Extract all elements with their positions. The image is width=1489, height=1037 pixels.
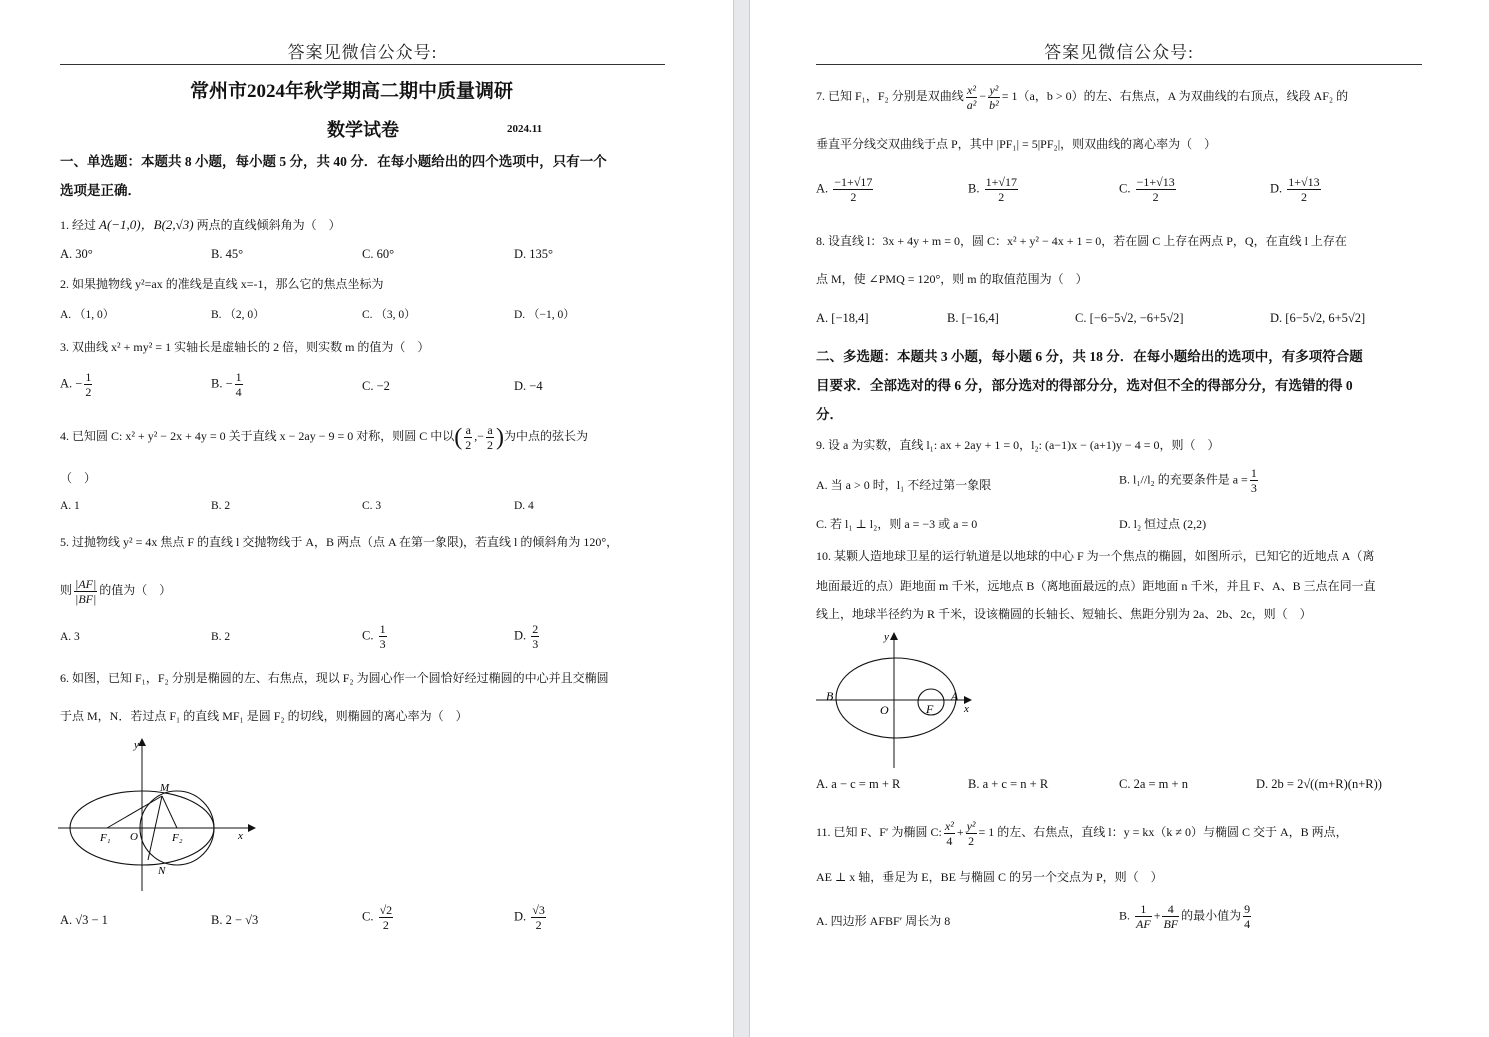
q4-option-a[interactable]: A. 1 [60, 500, 80, 512]
frac-1-4: $\frac{1}{4}$ [235, 370, 242, 399]
question-10: 10. 某颗人造地球卫星的运行轨道是以地球的中心 F 为一个焦点的椭圆，如图所示，已知它的近地点 A（离 [816, 549, 1375, 563]
q7-option-d[interactable]: D. $\frac{1+√13}{2}$ [1270, 175, 1320, 204]
q3-option-d[interactable]: D. −4 [514, 379, 543, 393]
section1-heading: 一、单选题：本题共 8 小题，每小题 5 分，共 40 分．在每小题给出的四个选项中，只有一个 [60, 154, 607, 169]
q1-option-c[interactable]: C. 60° [362, 247, 395, 261]
fig6-label-f1: F₁ [100, 832, 111, 844]
question-6-cont: 于点 M，N．若过点 F₁ 的直线 MF₁ 是圆 F₂ 的切线，则椭圆的离心率为（ ） [60, 709, 468, 723]
section1-heading-cont: 选项是正确． [60, 183, 141, 198]
question-1: 1. 经过 A(−1,0)，B(2,√3) 两点的直线倾斜角为（ ） [60, 217, 341, 232]
q6-option-c[interactable]: C. $\frac{√2}{2}$ [362, 903, 393, 932]
q4-paren: （ ） [60, 471, 97, 485]
question-7-cont: 垂直平分线交双曲线于点 P，其中 |PF₁| = 5|PF₂|，则双曲线的离心率为（ ） [816, 137, 1217, 151]
q1-option-b[interactable]: B. 45° [211, 247, 244, 261]
q6-option-b[interactable]: B. 2 − √3 [211, 913, 259, 927]
q10-option-a[interactable]: A. a − c = m + R [816, 777, 901, 791]
question-4: 4. 已知圆 C: x² + y² − 2x + 4y = 0 关于直线 x − 2ay − 9 = 0 对称，则圆 C 中以( $\frac{a}{2}$ ,− $\frac{a}{2}$ )为中点的弦长为 [60, 422, 589, 452]
fig6-label-m: M [160, 782, 170, 794]
q2-option-d[interactable]: D. （−1, 0） [514, 309, 575, 321]
section2-heading-cont: 目要求．全部选对的得 6 分，部分选对的得部分分，选对但不全的得部分分，有选错的得 0 [816, 378, 1353, 393]
q7-option-b[interactable]: B. $\frac{1+√17}{2}$ [968, 175, 1017, 204]
question-11-cont: AE ⊥ x 轴，垂足为 E，BE 与椭圆 C 的另一个交点为 P，则（ ） [816, 870, 1163, 884]
figure-satellite-orbit [814, 628, 984, 768]
q9-option-b[interactable]: B. l₁//l₂ 的充要条件是 a = $\frac{1}{3}$ [1119, 466, 1257, 495]
q5-option-c[interactable]: C. $\frac{1}{3}$ [362, 622, 386, 651]
fig6-label-o: O [130, 831, 138, 843]
q8-option-a[interactable]: A. [−18,4] [816, 311, 869, 325]
q4-option-b[interactable]: B. 2 [211, 500, 231, 512]
q8-option-b[interactable]: B. [−16,4] [947, 311, 999, 325]
page-left [0, 0, 733, 1037]
q6-option-a[interactable]: A. √3 − 1 [60, 913, 108, 927]
fig6-label-x: x [238, 830, 243, 842]
q3-option-b[interactable]: B. − $\frac{1}{4}$ [211, 370, 242, 399]
q10-option-c[interactable]: C. 2a = m + n [1119, 777, 1188, 791]
q2-option-b[interactable]: B. （2, 0） [211, 309, 265, 321]
q10-option-d[interactable]: D. 2b = 2√((m+R)(n+R)) [1256, 777, 1382, 791]
fig10-label-f: F [926, 702, 934, 716]
page-right [750, 0, 1489, 1037]
exam-subject: 数学试卷 [327, 120, 399, 140]
q7-option-a[interactable]: A. $\frac{-1+√17}{2}$ [816, 175, 873, 204]
page-gutter [733, 0, 750, 1037]
q11-option-b[interactable]: B. $\frac{1}{AF}$ + $\frac{4}{BF}$ 的最小值为 $\frac{9}{4}$ [1119, 902, 1251, 931]
header-rule [60, 64, 665, 65]
fig10-label-a: A [951, 689, 959, 703]
page-header-right: 答案见微信公众号: [1044, 43, 1194, 62]
q9-option-a[interactable]: A. 当 a > 0 时，l₁ 不经过第一象限 [816, 478, 992, 492]
fig10-label-b: B [826, 689, 834, 703]
question-5-cont: 则 $\frac{|AF|}{|BF|}$ 的值为（ ） [60, 576, 172, 606]
q9-option-d[interactable]: D. l₂ 恒过点 (2,2) [1119, 517, 1207, 531]
section2-heading-end: 分． [816, 407, 843, 422]
q9-option-c[interactable]: C. 若 l₁ ⊥ l₂，则 a = −3 或 a = 0 [816, 517, 978, 531]
fig10-label-o: O [880, 703, 889, 717]
q8-option-d[interactable]: D. [6−5√2, 6+5√2] [1270, 311, 1366, 325]
fig10-label-y: y [884, 631, 889, 643]
header-rule-right [816, 64, 1422, 65]
question-9: 9. 设 a 为实数，直线 l₁: ax + 2ay + 1 = 0，l₂: (a−1)x − (a+1)y − 4 = 0，则（ ） [816, 438, 1220, 452]
question-2: 2. 如果抛物线 y²=ax 的准线是直线 x=-1，那么它的焦点坐标为 [60, 277, 384, 291]
question-10-cont: 地面最近的点）距地面 m 千米，远地点 B（离地面最远的点）距地面 n 千米，并且 F、A、B 三点在同一直 [816, 579, 1376, 593]
q1-option-d[interactable]: D. 135° [514, 247, 554, 261]
figure-ellipse-circle [58, 736, 258, 892]
q1-option-a[interactable]: A. 30° [60, 247, 93, 261]
q8-option-c[interactable]: C. [−6−5√2, −6+5√2] [1075, 311, 1184, 325]
question-6: 6. 如图，已知 F₁，F₂ 分别是椭圆的左、右焦点，现以 F₂ 为圆心作一个圆恰好经过椭圆的中心并且交椭圆 [60, 671, 609, 685]
fig10-label-x: x [964, 703, 969, 715]
q2-option-a[interactable]: A. （1, 0） [60, 309, 115, 321]
question-7: 7. 已知 F₁，F₂ 分别是双曲线 $\frac{\text{x²}}{\text{a²}}$ − $\frac{\text{y²}}{\text{b²}}$ = 1（a，b > 0）的左、右焦点，A 为双曲线的右顶点，线段 AF₂ 的 [816, 82, 1349, 112]
section2-heading: 二、多选题：本题共 3 小题，每小题 6 分，共 18 分．在每小题给出的选项中，有多项符合题 [816, 349, 1363, 364]
question-8-cont: 点 M，使 ∠PMQ = 120°，则 m 的取值范围为（ ） [816, 272, 1088, 286]
exam-date: 2024.11 [507, 123, 543, 135]
q4-option-c[interactable]: C. 3 [362, 500, 382, 512]
q4-option-d[interactable]: D. 4 [514, 500, 534, 512]
exam-title: 常州市2024年秋学期高二期中质量调研 [190, 81, 514, 102]
fig6-label-n: N [158, 865, 166, 877]
q3-option-a[interactable]: A. − $\frac{1}{2}$ [60, 370, 92, 399]
q7-option-c[interactable]: C. $\frac{-1+√13}{2}$ [1119, 175, 1175, 204]
frac-1-2: $\frac{1}{2}$ [85, 370, 92, 399]
q5-option-b[interactable]: B. 2 [211, 631, 231, 643]
q10-option-b[interactable]: B. a + c = n + R [968, 777, 1049, 791]
q2-option-c[interactable]: C. （3, 0） [362, 309, 416, 321]
question-5: 5. 过抛物线 y² = 4x 焦点 F 的直线 l 交抛物线于 A，B 两点（点 A 在第一象限)，若直线 l 的倾斜角为 120°， [60, 535, 619, 549]
page-header: 答案见微信公众号: [287, 43, 438, 62]
q11-option-a[interactable]: A. 四边形 AFBF′ 周长为 8 [816, 914, 951, 928]
question-3: 3. 双曲线 x² + my² = 1 实轴长是虚轴长的 2 倍，则实数 m 的值为（ ） [60, 340, 430, 354]
q3-option-c[interactable]: C. −2 [362, 379, 390, 393]
q5-option-d[interactable]: D. $\frac{2}{3}$ [514, 622, 539, 651]
q6-option-d[interactable]: D. $\frac{√3}{2}$ [514, 903, 545, 932]
question-10-cont2: 线上，地球半径约为 R 千米，设该椭圆的长轴长、短轴长、焦距分别为 2a、2b、2c，则（ ） [816, 607, 1312, 621]
question-8: 8. 设直线 l：3x + 4y + m = 0，圆 C：x² + y² − 4x + 1 = 0，若在圆 C 上存在两点 P，Q，在直线 l 上存在 [816, 234, 1347, 248]
fig6-label-f2: F₂ [172, 832, 183, 844]
fig6-label-y: y [134, 739, 139, 751]
q5-option-a[interactable]: A. 3 [60, 631, 80, 643]
question-11: 11. 已知 F、F′ 为椭圆 C: $\frac{\text{x²}}{4}$ + $\frac{\text{y²}}{2}$ = 1 的左、右焦点，直线 l：y = kx（k ≠ 0）与椭圆 C 交于 A，B 两点， [816, 818, 1348, 848]
